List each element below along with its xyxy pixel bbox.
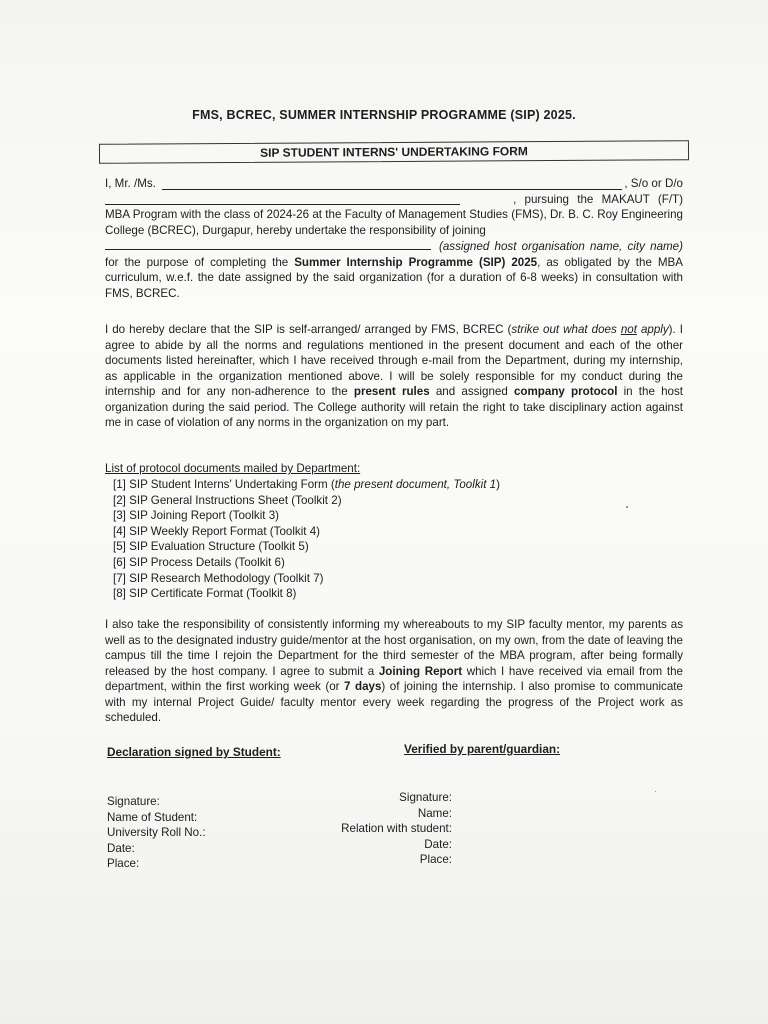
documents-heading: List of protocol documents mailed by Department: xyxy=(105,462,361,475)
list-item xyxy=(113,477,500,493)
parent-name-blank xyxy=(105,193,460,205)
name-line xyxy=(105,176,683,192)
declaration-paragraph xyxy=(105,322,683,431)
strike-not: not xyxy=(620,323,637,336)
assigned-hint: (assigned host organisation name, city name) xyxy=(439,240,683,253)
responsibility-part3: ) of joining the internship. I also promise to communicate with my internal Project Guide/ faculty mentor every week regarding the progress of the Project work as scheduled. xyxy=(105,680,683,724)
organisation-blank xyxy=(105,238,431,250)
scan-speck xyxy=(655,791,656,792)
purpose-pre: for the purpose of completing the xyxy=(105,255,289,269)
pursuing-label: , pursuing the MAKAUT (F/T) xyxy=(513,192,683,206)
scan-speck xyxy=(626,506,628,508)
form-title: SIP STUDENT INTERNS' UNDERTAKING FORM xyxy=(260,144,528,160)
declaration-part4: in the host organization during the said period. The College authority will retain the right to take disciplinary action against me in case of violation of any norms in the organization on my part. xyxy=(105,385,684,429)
salutation-label: I, Mr. /Ms. xyxy=(105,177,156,190)
declaration-part2: ). I agree to abide by all the norms and regulations mentioned in the present document and each of the other documents listed hereinafter, which I have received through e-mail from the Department, during my internship, as applicable in the organization mentioned above. I will be solely responsible for my conduct during the internship and for any non-adherence to the xyxy=(105,323,683,398)
student-roll-label: University Roll No.: xyxy=(107,826,206,840)
item1-post: ) xyxy=(496,478,500,491)
responsibility-part2: which I have received via email from the department, within the first working week (or xyxy=(105,664,683,693)
list-item: [2] SIP General Instructions Sheet (Toolkit 2) xyxy=(113,493,342,507)
parent-relation-label: Relation with student: xyxy=(341,822,452,836)
parent-name-label: Name: xyxy=(417,806,452,820)
program-text: MBA Program with the class of 2024-26 at the Faculty of Management Studies (FMS), Dr. B. C. Roy Engineering College (BCREC), Durgapur, hereby undertake the responsibility of joining xyxy=(105,208,683,237)
list-item: [8] SIP Certificate Format (Toolkit 8) xyxy=(113,587,297,601)
list-item: [6] SIP Process Details (Toolkit 6) xyxy=(113,555,285,569)
organisation-line xyxy=(105,238,683,301)
parent-verification-heading: Verified by parent/guardian: xyxy=(404,742,561,756)
list-item: [4] SIP Weekly Report Format (Toolkit 4) xyxy=(113,524,321,538)
purpose-post: , as obligated by the MBA curriculum, w.e.f. the date assigned by the said organization (for a duration of 6-8 weeks) in consultation with FMS, BCREC. xyxy=(105,255,683,300)
list-item: [5] SIP Evaluation Structure (Toolkit 5) xyxy=(113,540,309,554)
parent-place-label: Place: xyxy=(419,853,452,867)
declaration-part3: and assigned xyxy=(429,385,514,398)
parent-date-label: Date: xyxy=(424,837,452,851)
student-signature-block xyxy=(107,794,206,872)
student-place-label: Place: xyxy=(107,857,140,871)
form-title-box xyxy=(99,140,689,164)
strike-pre: strike out what does xyxy=(511,323,621,336)
item1-pre: [1] SIP Student Interns' Undertaking Form ( xyxy=(113,478,335,491)
parent-signature-block xyxy=(300,790,452,868)
seven-days: 7 days xyxy=(344,680,382,693)
document-title: FMS, BCREC, SUMMER INTERNSHIP PROGRAMME (SIP) 2025. xyxy=(192,108,576,122)
so-do-label: , S/o or D/o xyxy=(624,177,683,190)
responsibility-part1: I also take the responsibility of consistently informing my whereabouts to my SIP faculty mentor, my parents as well as to the designated industry guide/mentor at the host organisation, on my own, from the date of leaving the campus till the time I rejoin the Department for the third semester of the MBA program, after being formally released by the host company. I agree to submit a xyxy=(105,618,683,678)
list-item: [3] SIP Joining Report (Toolkit 3) xyxy=(113,509,280,523)
student-declaration-heading: Declaration signed by Student: xyxy=(107,745,281,759)
student-date-label: Date: xyxy=(107,841,135,855)
present-rules: present rules xyxy=(353,385,430,398)
sip-name: Summer Internship Programme (SIP) 2025 xyxy=(294,255,538,269)
intro-paragraph xyxy=(105,176,683,301)
strike-instruction xyxy=(511,323,668,336)
parent-signature-label: Signature: xyxy=(399,791,452,804)
company-protocol: company protocol xyxy=(513,385,618,398)
item1-italic: the present document, Toolkit 1 xyxy=(334,478,497,491)
name-blank xyxy=(162,178,622,190)
strike-post: apply xyxy=(636,323,669,336)
documents-list xyxy=(113,477,500,602)
student-name-label: Name of Student: xyxy=(107,810,198,824)
declaration-part1: I do hereby declare that the SIP is self-arranged/ arranged by FMS, BCREC ( xyxy=(105,323,512,336)
list-item: [7] SIP Research Methodology (Toolkit 7) xyxy=(113,571,324,585)
student-signature-label: Signature: xyxy=(107,795,160,808)
joining-report: Joining Report xyxy=(378,664,463,678)
responsibility-paragraph xyxy=(105,617,683,726)
parent-line xyxy=(105,192,683,208)
